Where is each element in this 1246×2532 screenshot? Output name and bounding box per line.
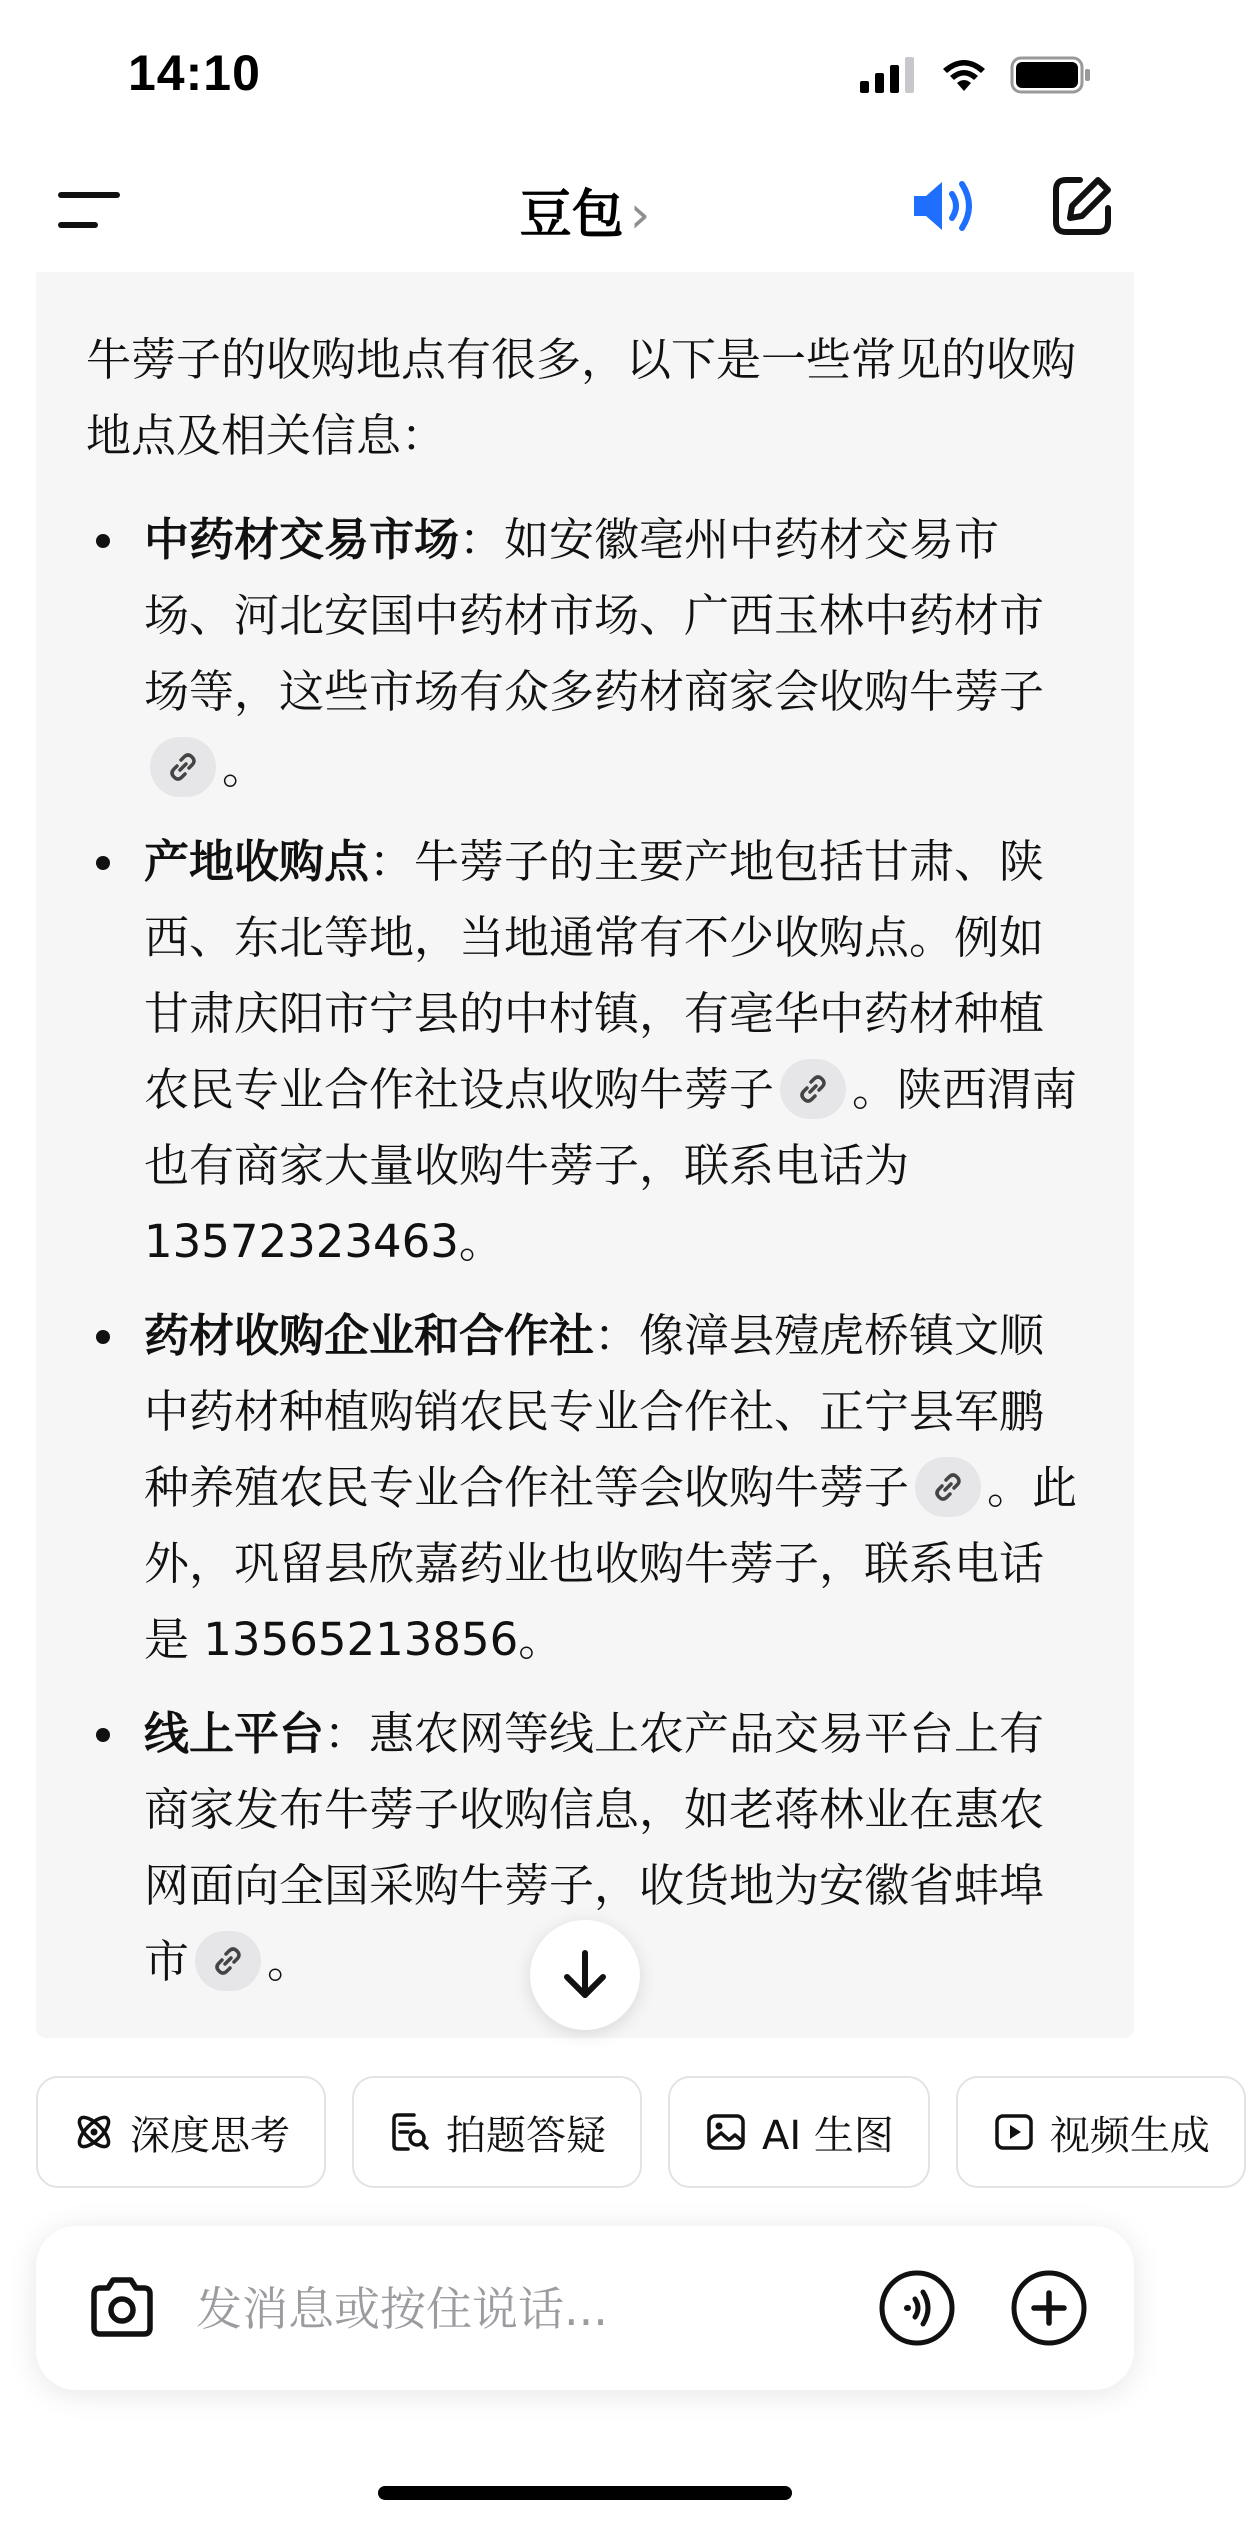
edit-icon[interactable] — [1050, 174, 1114, 238]
chip-ai-image[interactable] — [668, 2076, 930, 2188]
item-title: 线上平台 — [144, 1707, 325, 1760]
item-text-after: 。 — [222, 741, 268, 794]
bot-message — [36, 272, 1134, 2000]
chip-label: 视频生成 — [1049, 2112, 1210, 2159]
chip-label: 深度思考 — [130, 2112, 290, 2159]
chip-photo-question[interactable] — [352, 2076, 642, 2188]
chip-label: AI 生图 — [762, 2112, 894, 2159]
reference-link-button[interactable] — [195, 1931, 261, 1991]
item-text: ：惠农网等线上农产品交易平台上有商家发布牛蒡子收购信息，如老蒋林业在惠农网面向全国采购牛蒡子，收货地为安徽省蚌埠市 — [144, 1707, 1045, 1988]
plus-icon[interactable] — [1010, 2269, 1088, 2347]
reference-link-button[interactable] — [915, 1457, 981, 1517]
reference-link-button[interactable] — [150, 737, 216, 797]
link-icon — [797, 1073, 829, 1105]
image-icon — [704, 2110, 748, 2154]
item-title: 产地收购点 — [144, 835, 370, 888]
camera-icon[interactable] — [84, 2270, 160, 2346]
message-intro: 牛蒡子的收购地点有很多，以下是一些常见的收购地点及相关信息： — [86, 333, 1077, 462]
bot-title[interactable] — [0, 172, 1170, 247]
chat-area[interactable] — [36, 272, 1134, 2038]
item-text: ：牛蒡子的主要产地包括甘肃、陕西、东北等地，当地通常有不少收购点。例如甘肃庆阳市宁县的中村镇，有亳华中药材种植农民专业合作社设点收购牛蒡子 — [144, 835, 1045, 1116]
item-text: ：像漳县殪虎桥镇文顺中药材种植购销农民专业合作社、正宁县军鹏种养殖农民专业合作社等会收购牛蒡子 — [144, 1309, 1045, 1514]
input-bar — [36, 2226, 1134, 2390]
chevron-right-icon: › — [629, 185, 651, 245]
reference-link-button[interactable] — [780, 1059, 846, 1119]
wifi-icon — [940, 57, 988, 93]
chip-deep-thinking[interactable] — [36, 2076, 326, 2188]
voice-wave-icon[interactable] — [878, 2269, 956, 2347]
status-bar — [0, 0, 1170, 150]
list-item — [86, 824, 1084, 1280]
speaker-icon[interactable] — [910, 174, 982, 238]
list-item — [86, 502, 1084, 806]
link-icon — [212, 1945, 244, 1977]
signal-icon — [860, 57, 918, 93]
scroll-to-bottom-button[interactable] — [530, 1920, 640, 2030]
item-title: 中药材交易市场 — [144, 513, 460, 566]
link-icon — [167, 751, 199, 783]
bot-name: 豆包 — [519, 185, 624, 245]
list-item — [86, 1298, 1084, 1678]
status-icons — [860, 56, 1092, 94]
arrow-down-icon — [561, 1949, 609, 2001]
quick-actions — [36, 2076, 1210, 2188]
message-list — [86, 502, 1084, 2000]
item-text-after: 。 — [267, 1935, 313, 1988]
item-text: ：如安徽亳州中药材交易市场、河北安国中药材市场、广西玉林中药材市场等，这些市场有众多药材商家会收购牛蒡子 — [144, 513, 1045, 718]
battery-icon — [1010, 56, 1092, 94]
item-text-after: 。此外，巩留县欣嘉药业也收购牛蒡子，联系电话是 13565213856。 — [144, 1461, 1078, 1666]
status-time: 14:10 — [128, 45, 261, 101]
item-title: 药材收购企业和合作社 — [144, 1309, 595, 1362]
chip-label: 拍题答疑 — [446, 2112, 606, 2159]
atom-icon — [72, 2110, 116, 2154]
nav-bar — [0, 150, 1170, 270]
home-indicator — [378, 2486, 792, 2500]
video-icon — [992, 2110, 1036, 2154]
link-icon — [932, 1471, 964, 1503]
item-text-after: 。陕西渭南也有商家大量收购牛蒡子，联系电话为 13572323463。 — [144, 1063, 1078, 1268]
message-input[interactable] — [196, 2274, 736, 2344]
search-doc-icon — [388, 2110, 432, 2154]
chip-video-generation[interactable] — [956, 2076, 1246, 2188]
